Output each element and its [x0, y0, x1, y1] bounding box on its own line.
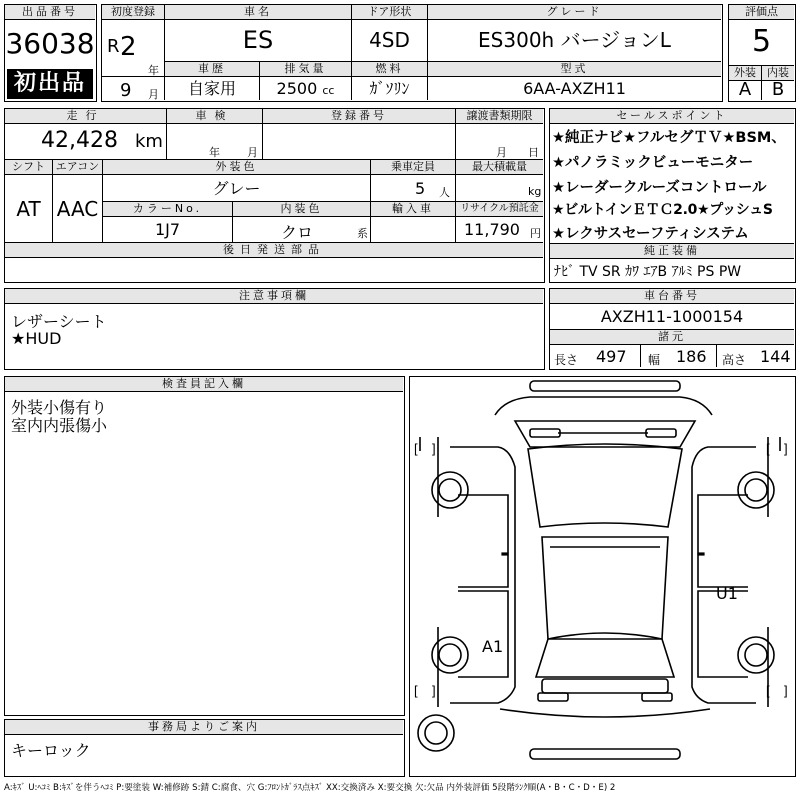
mileage-unit: km: [135, 131, 163, 152]
era: R: [107, 36, 120, 57]
len-label: 長さ: [554, 353, 579, 367]
hgt-value: 144: [760, 347, 791, 366]
disp-value: 2500: [276, 79, 318, 98]
month-unit: 月: [148, 88, 159, 101]
int-color: クロ: [281, 223, 314, 242]
model-label: 車名: [165, 5, 352, 20]
ac: AAC: [53, 175, 103, 243]
regno-cell: [263, 124, 456, 160]
svg-text:]: ]: [432, 441, 436, 456]
shift: AT: [5, 175, 53, 243]
type-label: 型式: [428, 62, 721, 77]
chassis-number: AXZH11-1000154: [550, 306, 794, 330]
equip-label: 純正装備: [550, 243, 794, 259]
inspection-label: 車検: [167, 109, 263, 124]
office-box: [4, 719, 405, 777]
fuel-label: 燃料: [352, 62, 428, 77]
fuel: ｶﾞｿﾘﾝ: [352, 77, 428, 100]
ext-label: 外装: [729, 65, 762, 81]
regno-label: 登録番号: [263, 109, 456, 124]
sales-point-4: ★ビルトインＥＴＣ2.0★プッシュS: [552, 202, 773, 218]
notes-box: [4, 288, 545, 370]
dims-label: 諸元: [550, 330, 794, 345]
svg-text:[: [: [414, 441, 418, 456]
len-value: 497: [596, 347, 627, 366]
color-label: 外装色: [103, 160, 371, 175]
int-label: 内装: [762, 65, 794, 81]
svg-text:[: [: [766, 441, 770, 456]
sales-point-5: ★レクサスセーフティシステム: [552, 226, 749, 242]
tr-day-unit: 日: [528, 146, 539, 159]
grade-label: グレード: [428, 5, 721, 20]
sales-point-3: ★レーダークルーズコントロール: [552, 180, 767, 196]
first-reg-cell: [102, 20, 165, 100]
sales-box: [549, 108, 796, 283]
info-box: [4, 108, 545, 283]
intcolor-cell: [233, 217, 371, 243]
recycle-label: リサイクル預託金: [456, 202, 543, 217]
score-box: [728, 4, 796, 102]
hgt-label: 高さ: [722, 353, 747, 367]
damage-mark-a1: A1: [482, 637, 504, 656]
recycle-value: 11,790: [464, 220, 520, 239]
import-cell: [371, 217, 456, 243]
lot-box: [4, 4, 97, 102]
int-grade: B: [771, 79, 785, 100]
reg-month: 9: [120, 80, 132, 101]
svg-text:]: ]: [784, 683, 788, 698]
history: 自家用: [165, 77, 260, 100]
sales-point-2: ★パノラミックビューモニター: [552, 155, 754, 171]
ext-grade: A: [729, 80, 762, 100]
reg-year: 2: [120, 32, 137, 62]
sales-point-1: ★純正ナビ★フルセグＴＶ★BSM、: [552, 130, 786, 146]
recycle-unit: 円: [530, 227, 541, 240]
history-label: 車歴: [165, 62, 260, 77]
office-text: キーロック: [11, 741, 91, 760]
mileage-cell: [5, 124, 167, 160]
load-cell: [456, 175, 543, 202]
import-label: 輸入車: [371, 202, 456, 217]
score-label: 評価点: [729, 5, 794, 20]
ext-color: グレー: [103, 175, 371, 202]
office-label: 事務局よりご案内: [5, 720, 403, 735]
wid-label: 幅: [648, 353, 661, 367]
mileage-label: 走行: [5, 109, 167, 124]
recycle-cell: [456, 217, 543, 243]
svg-text:[: [: [414, 683, 418, 698]
first-reg-label: 初度登録: [102, 5, 165, 20]
later-parts-label: 後日発送部品: [5, 243, 543, 258]
wid-value: 186: [676, 347, 707, 366]
score-value: 5: [751, 24, 772, 59]
intcolor-label: 内装色: [233, 202, 371, 217]
equipment: ﾅﾋﾞ TV SR ｶﾜ ｴｱB ｱﾙﾐ PS PW: [554, 264, 742, 280]
ac-label: エアコン: [53, 160, 103, 175]
year-unit: 年: [148, 64, 159, 77]
legend: A:ｷｽﾞ U:ﾍｺﾐ B:ｷｽﾞを伴うﾍｺﾐ P:要塗装 W:補修跡 S:錆 C:腐食、穴 G:ﾌﾛﾝﾄｶﾞﾗｽ点ｷｽﾞ XX:交換済み X:要交換 欠:欠品 内外装評価 5段階ﾗﾝｸ順(A・B・C・D・E) 2: [4, 783, 616, 793]
disp-unit: cc: [322, 84, 335, 97]
insp-year-unit: 年: [209, 146, 220, 159]
seats-value: 5: [415, 179, 426, 198]
chassis-box: [549, 288, 796, 370]
seats-label: 乗車定員: [371, 160, 456, 175]
svg-text:]: ]: [432, 683, 436, 698]
grade-name: ES300h バージョンL: [428, 20, 721, 62]
load-label: 最大積載量: [456, 160, 543, 175]
seats-cell: [371, 175, 456, 202]
transfer-label: 譲渡書類期限: [456, 109, 543, 124]
car-diagram: [410, 377, 794, 775]
intcolor-unit: 系: [357, 227, 368, 240]
sales-label: セールスポイント: [550, 109, 794, 124]
svg-text:[: [: [766, 683, 770, 698]
door-label: ドア形状: [352, 5, 428, 20]
displacement: [260, 77, 352, 100]
shift-label: シフト: [5, 160, 53, 175]
tr-month-unit: 月: [496, 146, 507, 159]
colorno-label: カラーNo.: [103, 202, 233, 217]
inspector-line-2: 室内内張傷小: [11, 416, 108, 435]
disp-label: 排気量: [260, 62, 352, 77]
main-header-box: [101, 4, 723, 102]
inspector-box: [4, 376, 405, 716]
door-type: 4SD: [352, 20, 428, 62]
lot-number: 36038: [5, 27, 95, 60]
mileage-value: 42,428: [41, 128, 118, 153]
load-unit: kg: [528, 185, 542, 198]
note-line-2: ★HUD: [11, 329, 62, 348]
chassis-label: 車台番号: [550, 289, 794, 304]
inspector-line-1: 外装小傷有り: [11, 398, 108, 417]
damage-mark-u1: U1: [716, 584, 738, 603]
inspection-cell: [167, 124, 263, 160]
svg-text:]: ]: [784, 441, 788, 456]
model-name: ES: [165, 20, 352, 62]
car-diagram-box: [409, 376, 796, 777]
seats-unit: 人: [439, 186, 450, 199]
color-number: 1J7: [103, 217, 233, 243]
dims-row: [550, 345, 794, 367]
note-line-1: レザーシート: [11, 312, 107, 331]
notes-label: 注意事項欄: [5, 289, 543, 304]
insp-month-unit: 月: [247, 146, 258, 159]
inspector-label: 検査員記入欄: [5, 377, 403, 392]
first-listing-badge: 初出品: [7, 69, 93, 99]
lot-label: 出品番号: [5, 5, 95, 20]
transfer-cell: [456, 124, 543, 160]
model-type: 6AA-AXZH11: [523, 79, 626, 98]
